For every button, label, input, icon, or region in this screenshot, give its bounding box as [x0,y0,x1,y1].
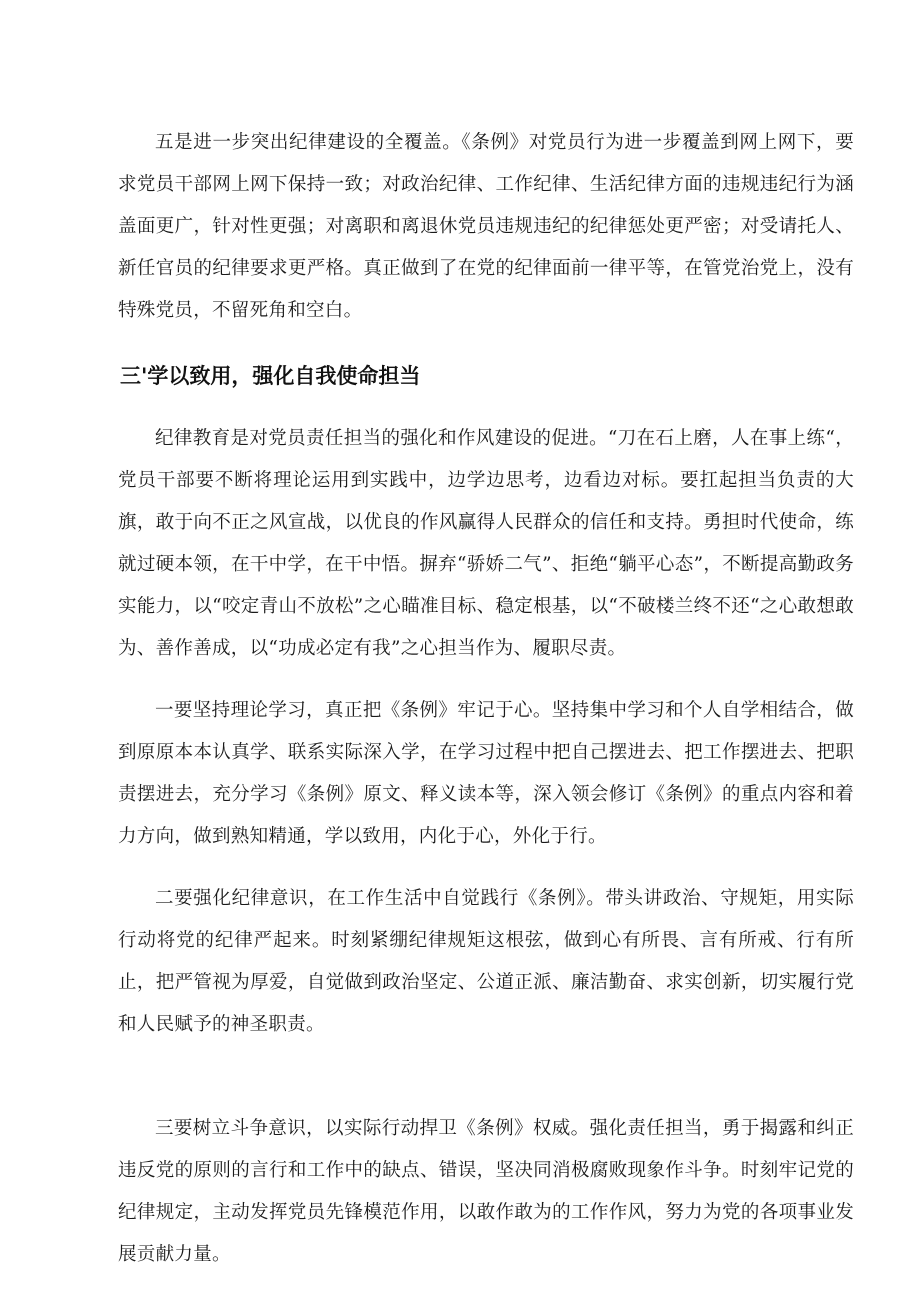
paragraph-coverage: 五是进一步突出纪律建设的全覆盖。《条例》对党员行为进一步覆盖到网上网下，要求党员干部网上网下保持一致；对政治纪律、工作纪律、生活纪律方面的违规违纪行为涵盖面更广，针对性更强；对离职和离退休党员违规违纪的纪律惩处更严密；对受请托人、新任官员的纪律要求更严格。真正做到了在党的纪律面前一律平等，在管党治党上，没有特殊党员，不留死角和空白。 [118,132,854,321]
paragraph-theory-study: 一要坚持理论学习，真正把《条例》牢记于心。坚持集中学习和个人自学相结合，做到原原本本认真学、联系实际深入学，在学习过程中把自己摆进去、把工作摆进去、把职责摆进去，充分学习《条例》原文、释义读本等，深入领会修订《条例》的重点内容和着力方向，做到熟知精通，学以致用，内化于心，外化于行。 [118,700,854,847]
paragraph-discipline-education: 纪律教育是对党员责任担当的强化和作风建设的促进。“刀在石上磨，人在事上练“，党员干部要不断将理论运用到实践中，边学边思考，边看边对标。要扛起担当负责的大旗，敢于向不正之风宣战，以优良的作风赢得人民群众的信任和支持。勇担时代使命，练就过硬本领，在干中学，在干中悟。摒弃“骄娇二气”、拒绝“躺平心态”，不断提高勤政务实能力，以“咬定青山不放松”之心瞄准目标、稳定根基，以“不破楼兰终不还“之心敢想敢为、善作善成，以“功成必定有我”之心担当作为、履职尽责。 [118,428,854,659]
paragraph-discipline-awareness: 二要强化纪律意识，在工作生活中自觉践行《条例》。带头讲政治、守规矩，用实际行动将党的纪律严起来。时刻紧绷纪律规矩这根弦，做到心有所畏、言有所戒、行有所止，把严管视为厚爱，自觉做到政治坚定、公道正派、廉洁勤奋、求实创新，切实履行党和人民赋予的神圣职责。 [118,888,854,1035]
paragraph-struggle-awareness: 三要树立斗争意识，以实际行动捍卫《条例》权威。强化责任担当，勇于揭露和纠正违反党的原则的言行和工作中的缺点、错误，坚决同消极腐败现象作斗争。时刻牢记党的纪律规定，主动发挥党员先锋模范作用，以敢作敢为的工作作风，努力为党的各项事业发展贡献力量。 [118,1118,854,1265]
section-heading: 三'学以致用，强化自我使命担当 [120,364,421,388]
